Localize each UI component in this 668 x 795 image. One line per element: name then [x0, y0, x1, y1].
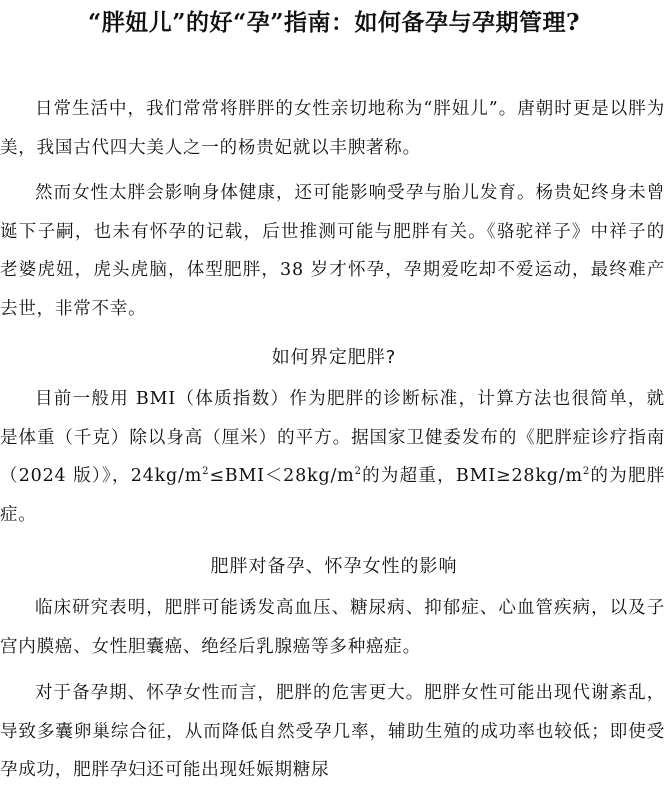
superscript-2: 2	[582, 466, 591, 478]
section-heading-obesity-impact: 肥胖对备孕、怀孕女性的影响	[210, 556, 458, 577]
bmi-text-part-3: 的为超重，BMI≥28kg/m	[361, 466, 583, 486]
paragraph-obesity-effects: 然而女性太胖会影响身体健康，还可能影响受孕与胎儿发育。杨贵妃终身未曾诞下子嗣，也未有怀孕的记载，后世推测可能与肥胖有关。《骆驼祥子》中祥子的老婆虎妞，虎头虎脑，体型肥胖，38 岁才怀孕，孕期爱吃却不爱运动，最终难产去世，非常不幸。	[0, 183, 665, 319]
paragraph-clinical-research: 临床研究表明，肥胖可能诱发高血压、糖尿病、抑郁症、心血管疾病，以及子宫内膜癌、女性胆囊癌、绝经后乳腺癌等多种癌症。	[0, 598, 665, 657]
paragraph-intro: 日常生活中，我们常常将胖胖的女性亲切地称为“胖妞儿”。唐朝时更是以胖为美，我国古代四大美人之一的杨贵妃就以丰腴著称。	[0, 99, 665, 158]
bmi-text-part-2: ≤BMI＜28kg/m	[209, 466, 355, 486]
paragraph-pregnancy-risks: 对于备孕期、怀孕女性而言，肥胖的危害更大。肥胖女性可能出现代谢紊乱，导致多囊卵巢综合征，从而降低自然受孕几率，辅助生殖的成功率也较低；即使受孕成功，肥胖孕妇还可能出现妊娠期糖尿	[0, 683, 665, 780]
paragraph-bmi-definition	[0, 380, 665, 534]
bmi-text-part-4: 的为肥胖症。	[0, 466, 666, 525]
superscript-2: 2	[354, 466, 362, 478]
bmi-text-part-1: 目前一般用 BMI（体质指数）作为肥胖的诊断标准，计算方法也很简单，就是体重（千克）除以身高（厘米）的平方。据国家卫健委发布的《肥胖症诊疗指南（2024 版）》，24kg/m	[0, 389, 665, 486]
superscript-2: 2	[202, 466, 210, 478]
section-heading-define-obesity: 如何界定肥胖?	[271, 347, 397, 368]
article-title: “胖妞儿”的好“孕”指南：如何备孕与孕期管理?	[88, 9, 580, 36]
